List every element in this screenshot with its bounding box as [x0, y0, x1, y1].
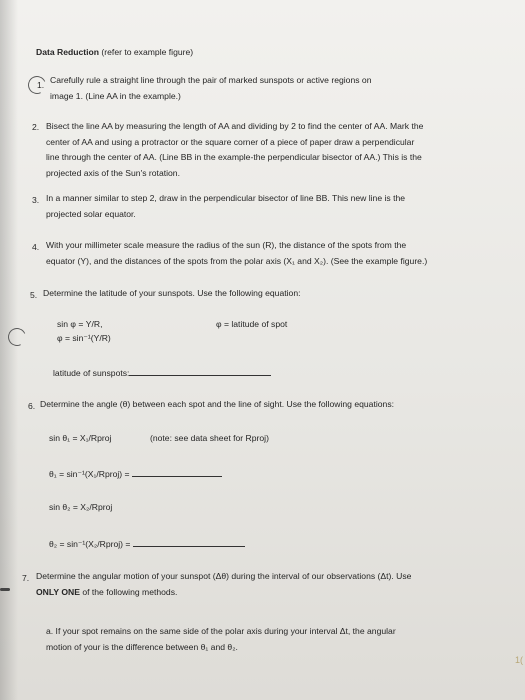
- equation-sin-theta1: sin θ₁ = X₁/Rproj: [49, 433, 112, 443]
- text-line: In a manner similar to step 2, draw in the perpendicular bisector of line BB. This new line is the: [46, 193, 406, 203]
- theta2-blank: [133, 536, 245, 547]
- equation-sin-phi: sin φ = Y/R,: [57, 319, 103, 329]
- item-number: 7.: [22, 573, 30, 583]
- emphasis-text: ONLY ONE: [36, 586, 80, 597]
- equation-theta1: θ₁ = sin⁻¹(X₁/Rproj) =: [49, 469, 132, 479]
- heading-note: (refer to example figure): [101, 47, 194, 57]
- item-7-text: [36, 569, 411, 600]
- text-line: Carefully rule a straight line through the pair of marked sunspots or active regions on: [50, 75, 372, 85]
- item-number: 4.: [32, 242, 40, 252]
- latitude-answer-row: [53, 365, 271, 381]
- text-line: projected solar equator.: [46, 208, 136, 219]
- equation-phi: φ = sin⁻¹(Y/R): [57, 333, 111, 343]
- item-5-text: [43, 286, 301, 302]
- phi-definition: φ = latitude of spot: [216, 319, 288, 329]
- page-shadow: [0, 0, 18, 700]
- text-line: Determine the angular motion of your sunspot (Δθ) during the interval of our observations (Δt). Use: [36, 571, 412, 581]
- item-3-text: [46, 191, 405, 222]
- theta2-answer-row: [49, 536, 245, 552]
- text-line: equator (Y), and the distances of the spots from the polar axis (X₁ and X₂). (See the example figure.): [46, 255, 428, 266]
- item-number: 1.: [37, 80, 45, 90]
- item-4-text: [46, 238, 427, 269]
- page-edge-text: 1(: [514, 655, 523, 665]
- heading: [36, 45, 193, 60]
- text-line: Bisect the line AA by measuring the length of AA and dividing by 2 to find the center of AA. Mark the: [46, 121, 424, 131]
- text-line: a. If your spot remains on the same side of the polar axis during your interval Δt, the angular: [46, 626, 396, 636]
- text-line: projected axis of the Sun's rotation.: [46, 167, 180, 178]
- item-number: 3.: [32, 195, 40, 205]
- item-number: 6.: [28, 401, 36, 411]
- latitude-blank: [129, 365, 271, 376]
- item-1-text: [50, 73, 371, 104]
- text-line: motion of your is the difference between θ₁ and θ₂.: [46, 641, 238, 652]
- margin-mark: [0, 588, 10, 591]
- item-7a-text: [46, 624, 396, 655]
- text-line: line through the center of AA. (Line BB in the example-the perpendicular bisector of AA.) This is the: [46, 152, 422, 162]
- text-line: image 1. (Line AA in the example.): [50, 90, 181, 101]
- heading-title: Data Reduction: [36, 47, 100, 57]
- text-line: Determine the latitude of your sunspots. Use the following equation:: [43, 288, 301, 298]
- rproj-note: (note: see data sheet for Rproj): [150, 433, 269, 443]
- theta1-blank: [132, 466, 222, 477]
- equation-sin-theta2: sin θ₂ = X₂/Rproj: [49, 502, 113, 512]
- item-number: 2.: [32, 122, 40, 132]
- text-fragment: of the following methods.: [79, 586, 178, 597]
- equation-theta2: θ₂ = sin⁻¹(X₂/Rproj) =: [49, 539, 133, 549]
- theta1-answer-row: [49, 466, 222, 482]
- text-line: With your millimeter scale measure the radius of the sun (R), the distance of the spots from the: [46, 240, 407, 250]
- text-line: [36, 585, 411, 601]
- text-line: center of AA and using a protractor or the square corner of a piece of paper draw a perpendicular: [46, 136, 415, 147]
- latitude-label: latitude of sunspots:: [53, 368, 130, 378]
- item-2-text: [46, 119, 423, 181]
- item-6-text: Determine the angle (θ) between each spot and the line of sight. Use the following equations:: [40, 399, 394, 409]
- item-number: 5.: [30, 290, 38, 300]
